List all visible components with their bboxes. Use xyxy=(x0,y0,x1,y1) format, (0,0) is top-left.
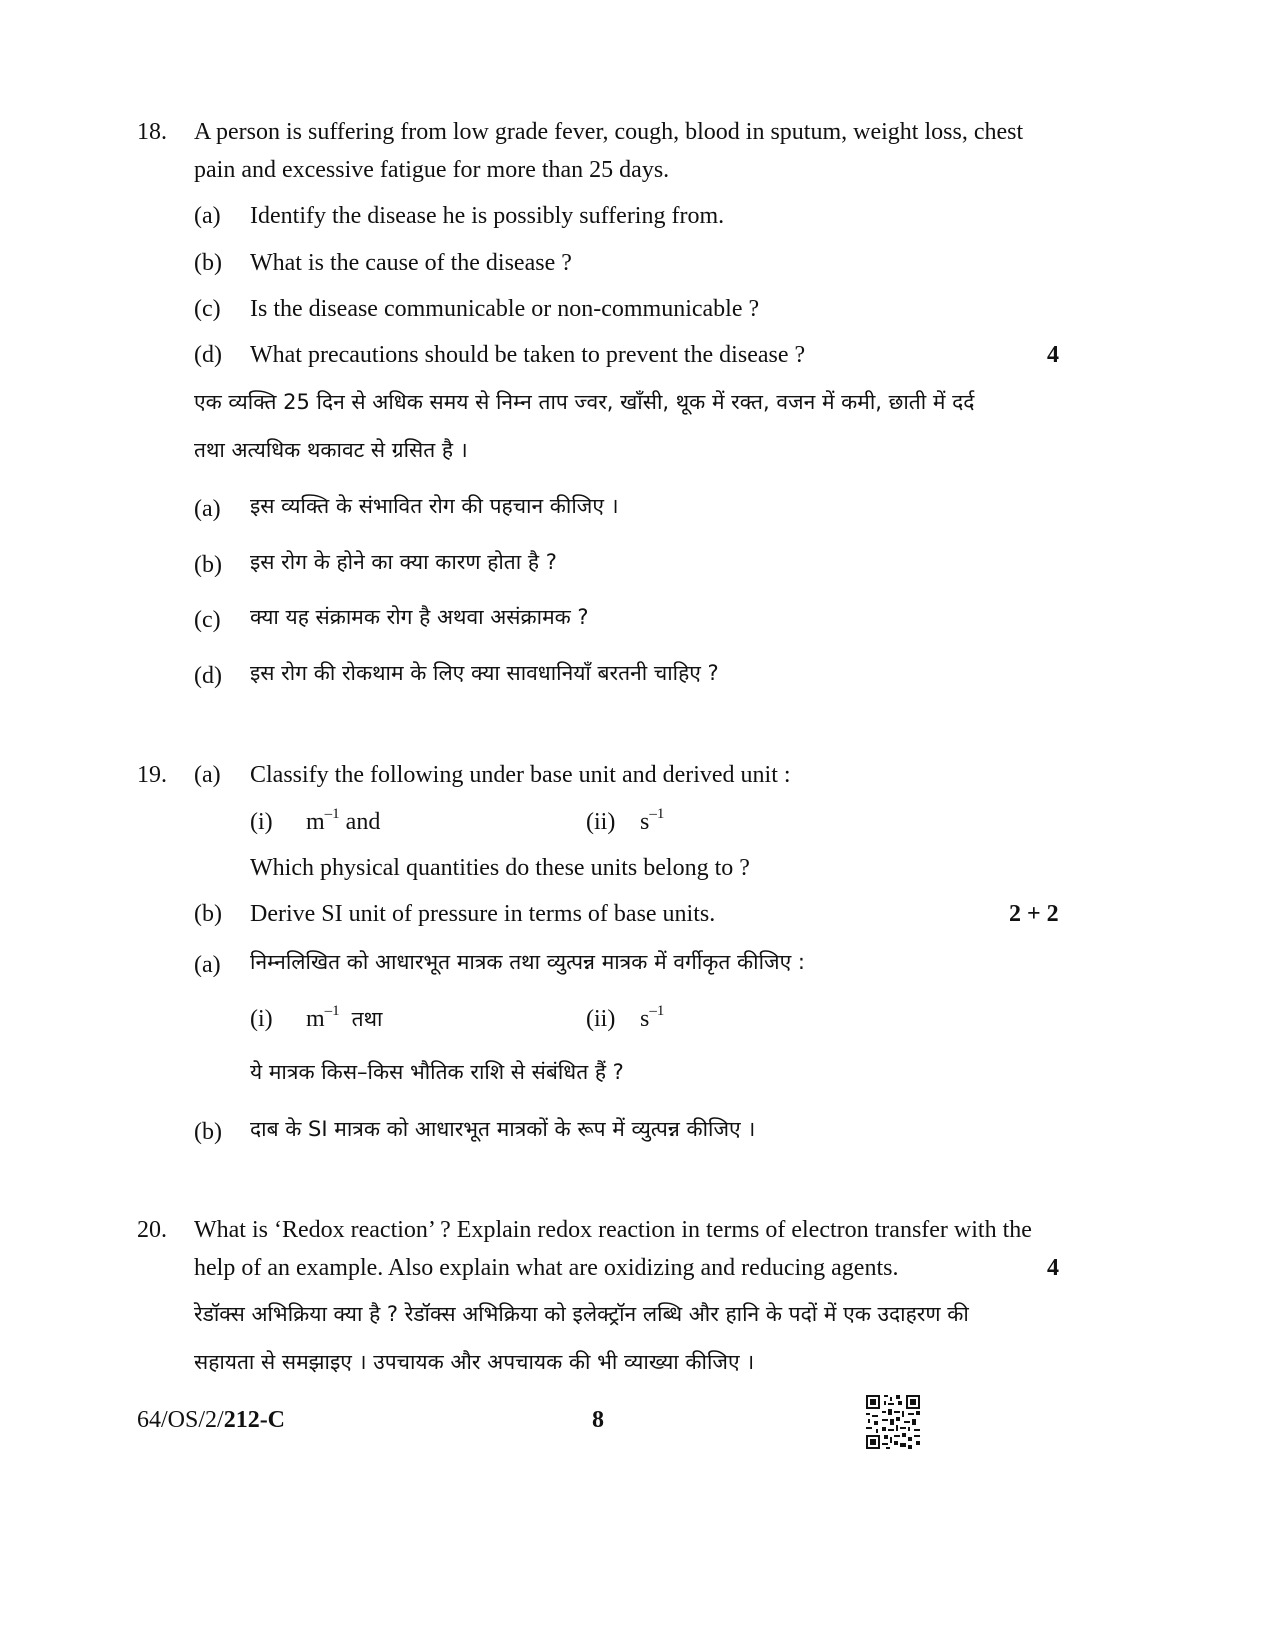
q19-part-a-text: Classify the following under base unit and derived unit : xyxy=(250,762,791,788)
q19-hi-item-i-label: (i) xyxy=(250,1006,273,1032)
q18-part-d-text: What precautions should be taken to prevent the disease ? xyxy=(250,342,806,368)
q19-hi-part-a-text: निम्नलिखित को आधारभूत मात्रक तथा व्युत्पन्न मात्रक में वर्गीकृत कीजिए : xyxy=(250,950,805,974)
q19-item-ii-unit: $s^{-1}$ xyxy=(640,806,665,835)
q18-part-c-label: (c) xyxy=(194,296,221,322)
page-number: 8 xyxy=(592,1407,604,1433)
q18-hi-part-c-text: क्या यह संक्रामक रोग है अथवा असंक्रामक ? xyxy=(250,605,589,629)
q20-en-line1: What is ‘Redox reaction’ ? Explain redox reaction in terms of electron transfer with the xyxy=(194,1217,1032,1243)
q18-part-b-text: What is the cause of the disease ? xyxy=(250,250,572,276)
q20-en-line2: help of an example. Also explain what are oxidizing and reducing agents. xyxy=(194,1255,899,1281)
q19-hi-part-b-text: दाब के SI मात्रक को आधारभूत मात्रकों के रूप में व्युत्पन्न कीजिए । xyxy=(250,1117,756,1141)
q18-part-b-label: (b) xyxy=(194,250,222,276)
q19-part-b-text: Derive SI unit of pressure in terms of base units. xyxy=(250,901,716,927)
q19-hi-part-b-label: (b) xyxy=(194,1119,222,1145)
q18-hi-line2: तथा अत्यधिक थकावट से ग्रसित है । xyxy=(194,438,468,462)
q19-hi-item-ii-label: (ii) xyxy=(586,1006,616,1032)
q19-part-b-label: (b) xyxy=(194,901,222,927)
q19-item-i-unit: $m^{-1}$ and xyxy=(306,806,381,835)
q18-hi-part-d-text: इस रोग की रोकथाम के लिए क्या सावधानियाँ बरतनी चाहिए ? xyxy=(250,661,719,685)
q20-hi-line1: रेडॉक्स अभिक्रिया क्या है ? रेडॉक्स अभिक्रिया को इलेक्ट्रॉन लब्धि और हानि के पदों में एक उदाहरण की xyxy=(194,1302,969,1326)
q19-hi-which-text: ये मात्रक किस–किस भौतिक राशि से संबंधित हैं ? xyxy=(250,1060,624,1084)
q18-part-c-text: Is the disease communicable or non-communicable ? xyxy=(250,296,760,322)
q20-marks: 4 xyxy=(1047,1255,1059,1281)
q18-hi-part-d-label: (d) xyxy=(194,663,222,689)
q19-number: 19. xyxy=(137,762,167,788)
q19-hi-item-i-unit: $m^{-1}$ तथा xyxy=(306,1003,383,1032)
q18-part-d-label: (d) xyxy=(194,342,222,368)
q20-number: 20. xyxy=(137,1217,167,1243)
q18-part-a-text: Identify the disease he is possibly suffering from. xyxy=(250,203,725,229)
q19-marks: 2 + 2 xyxy=(1009,901,1059,927)
q18-hi-part-b-label: (b) xyxy=(194,552,222,578)
q18-en-line2: pain and excessive fatigue for more than 25 days. xyxy=(194,157,670,183)
q19-hi-item-ii-unit: $s^{-1}$ xyxy=(640,1003,665,1032)
q18-hi-line1: एक व्यक्ति 25 दिन से अधिक समय से निम्न ताप ज्वर, खाँसी, थूक में रक्त, वजन में कमी, छाती में दर्द xyxy=(194,390,975,414)
q19-item-i-label: (i) xyxy=(250,809,273,835)
q19-hi-part-a-label: (a) xyxy=(194,952,221,978)
q18-hi-part-a-text: इस व्यक्ति के संभावित रोग की पहचान कीजिए । xyxy=(250,494,619,518)
q19-item-ii-label: (ii) xyxy=(586,809,616,835)
q18-hi-part-c-label: (c) xyxy=(194,607,221,633)
q19-part-a-label: (a) xyxy=(194,762,221,788)
q18-number: 18. xyxy=(137,119,167,145)
q18-en-line1: A person is suffering from low grade fever, cough, blood in sputum, weight loss, chest xyxy=(194,119,1024,145)
q18-marks: 4 xyxy=(1047,342,1059,368)
paper-code: 64/OS/2/212-C xyxy=(137,1407,286,1433)
q20-hi-line2: सहायता से समझाइए । उपचायक और अपचायक की भी व्याख्या कीजिए । xyxy=(194,1350,755,1374)
q18-hi-part-b-text: इस रोग के होने का क्या कारण होता है ? xyxy=(250,550,557,574)
q19-which-text: Which physical quantities do these units belong to ? xyxy=(250,855,750,881)
q18-hi-part-a-label: (a) xyxy=(194,496,221,522)
q18-part-a-label: (a) xyxy=(194,203,221,229)
qr-code-icon xyxy=(866,1395,920,1449)
